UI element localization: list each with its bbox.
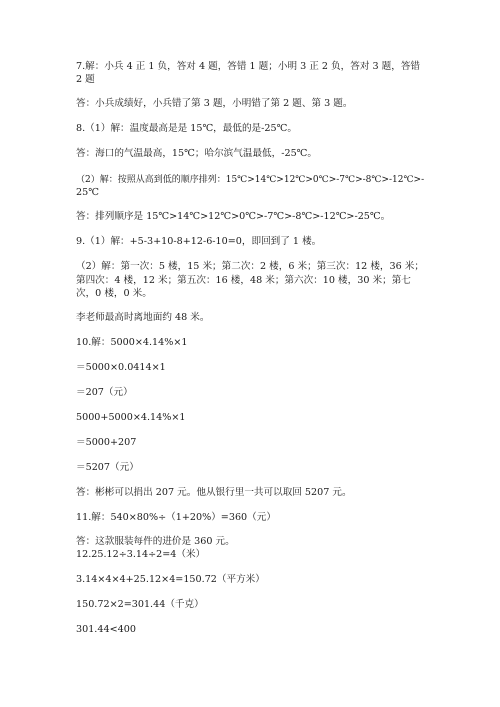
q8-part2-line-1: （2）解：按照从高到低的顺序排列：15℃>14℃>12℃>0℃>-7℃>-8℃>-12℃>-: [76, 175, 425, 185]
q10-step-5: ＝5000+207: [76, 437, 137, 448]
q9-part2-line-2: 第四次：4 楼，12 米；第五次：16 楼，48 米；第六次：10 楼，30 米；第七: [76, 275, 411, 286]
q10-step-2: ＝5000×0.0414×1: [76, 362, 166, 373]
q7-line-2: 2 题: [76, 74, 95, 85]
q11-answer: 答：这款服装每件的进价是 360 元。: [76, 536, 235, 547]
q12-step-4: 301.44<400: [76, 624, 136, 635]
q10-answer: 答：彬彬可以捐出 207 元。他从银行里一共可以取回 5207 元。: [76, 487, 352, 498]
q12-step-3: 150.72×2=301.44（千克）: [76, 599, 204, 610]
q10-step-4: 5000+5000×4.14%×1: [76, 412, 186, 423]
q9-conclusion: 李老师最高时离地面约 48 米。: [76, 312, 210, 323]
q10-step-1: 10.解：5000×4.14%×1: [76, 337, 188, 348]
q9-part2-line-1: （2）解：第一次：5 楼，15 米；第二次：2 楼，6 米；第三次：12 楼，36 米；: [76, 261, 424, 272]
q12-step-1: 12.25.12÷3.14÷2=4（米）: [76, 549, 206, 560]
q8-part2-answer: 答：排列顺序是 15℃>14℃>12℃>0℃>-7℃>-8℃>-12℃>-25℃。: [76, 211, 391, 222]
q8-part1: 8.（1）解：温度最高是是 15℃，最低的是-25℃。: [76, 123, 297, 134]
q12-step-2: 3.14×4×4+25.12×4=150.72（平方米）: [76, 574, 265, 585]
q11-step: 11.解：540×80%÷（1+20%）=360（元）: [76, 512, 276, 523]
q7-line-1: 7.解：小兵 4 正 1 负，答对 4 题，答错 1 题；小明 3 正 2 负，答对 3 题，答错: [76, 61, 421, 72]
q8-part2-line-2: 25℃: [76, 187, 99, 198]
q10-step-6: ＝5207（元）: [76, 462, 139, 473]
q9-part1: 9.（1）解：+5-3+10-8+12-6-10=0，即回到了 1 楼。: [76, 236, 322, 247]
q8-part1-answer: 答：海口的气温最高，15℃；哈尔滨气温最低，-25℃。: [76, 148, 317, 159]
q7-answer: 答：小兵成绩好，小兵错了第 3 题，小明错了第 2 题、第 3 题。: [76, 98, 353, 109]
q9-part2-line-3: 次，0 楼，0 米。: [76, 288, 152, 299]
q10-step-3: ＝207（元）: [76, 387, 133, 398]
